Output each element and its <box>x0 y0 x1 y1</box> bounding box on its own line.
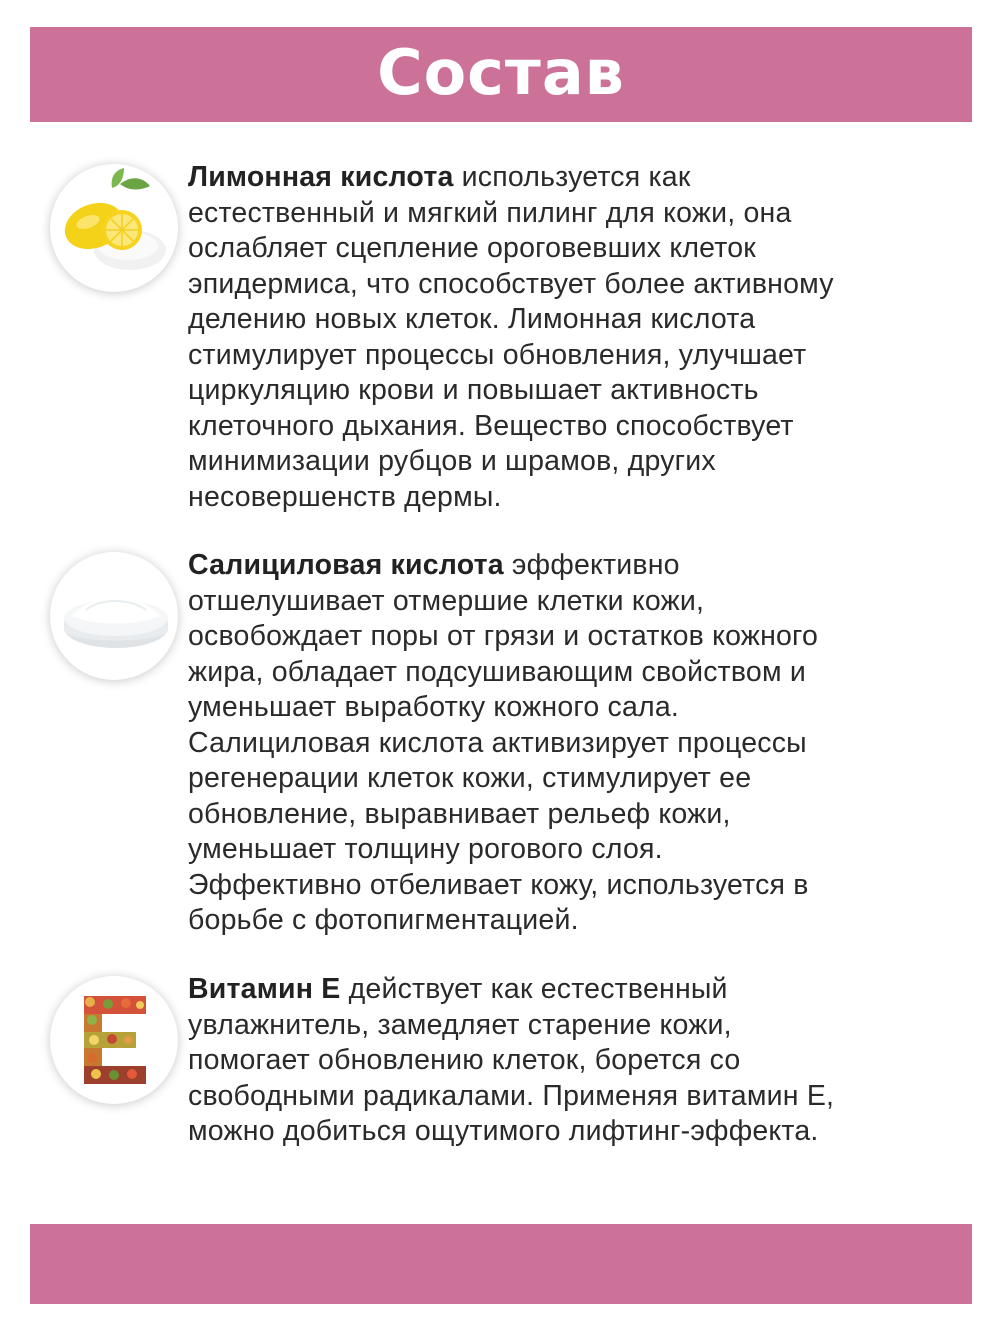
lemon-icon <box>50 164 178 292</box>
ingredient-description: Салициловая кислота эффективно отшелушивает отмершие клетки кожи, освобождает поры от грязи и остатков кожного жира, обладает подсушивающим свойством и уменьшает выработку кожного сала. Салициловая кислота активизирует процессы регенерации клеток кожи, стимулирует ее обновление, выравнивает рельеф кожи, уменьшает толщину рогового слоя. Эффективно отбеливает кожу, используется в борьбе с фотопигментацией. <box>188 549 819 936</box>
footer-banner <box>30 1224 972 1304</box>
ingredient-name: Лимонная кислота <box>188 161 454 193</box>
ingredient-name: Салициловая кислота <box>188 549 504 581</box>
ingredient-description: Лимонная кислота используется как естественный и мягкий пилинг для кожи, она ослабляет сцепление ороговевших клеток эпидермиса, что способствует более активному делению новых клеток. Лимонная кислота стимулирует процессы обновления, улучшает циркуляцию крови и повышает активность клеточного дыхания. Вещество способствует минимизации рубцов и шрамов, других несовершенств дермы. <box>188 161 834 513</box>
vitamin-e-icon <box>50 976 178 1104</box>
header-banner <box>30 27 972 122</box>
powder-dish-icon <box>50 552 178 680</box>
page-title: Состав <box>377 36 625 109</box>
ingredient-name: Витамин Е <box>188 973 341 1005</box>
ingredient-description: Витамин Е действует как естественный увлажнитель, замедляет старение кожи, помогает обновлению клеток, борется со свободными радикалами. Применяя витамин Е, можно добиться ощутимого лифтинг-эффекта. <box>188 973 835 1147</box>
